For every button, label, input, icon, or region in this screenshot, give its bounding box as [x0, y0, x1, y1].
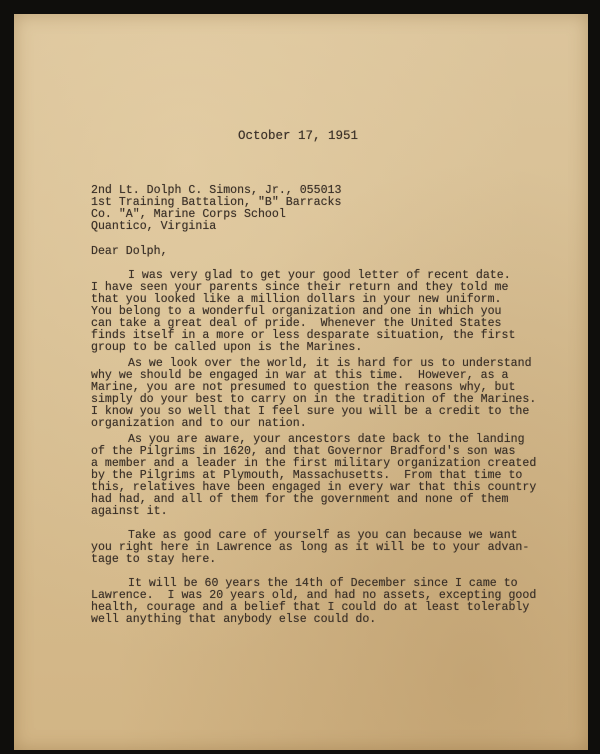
paragraph-line: Take as good care of yourself as you can because we want [128, 529, 518, 542]
paragraph-line: you right here in Lawrence as long as it will be to your advan- [91, 541, 530, 554]
paragraph-line: that you looked like a million dollars in your new uniform. [91, 293, 502, 306]
letter-page [14, 14, 588, 750]
paragraph-line: I have seen your parents since their return and they told me [91, 281, 509, 294]
paragraph-line: I was very glad to get your good letter of recent date. [128, 269, 511, 282]
paragraph-line: You belong to a wonderful organization and one in which you [91, 305, 502, 318]
paragraph-line: It will be 60 years the 14th of December since I came to [128, 577, 518, 590]
paragraph-line: by the Pilgrims at Plymouth, Massachusetts. From that time to [91, 469, 523, 482]
address-line: Quantico, Virginia [91, 220, 217, 233]
paragraph-line: As you are aware, your ancestors date back to the landing [128, 433, 525, 446]
paragraph-line: a member and a leader in the first military organization created [91, 457, 537, 470]
paragraph-line: group to be called upon is the Marines. [91, 341, 363, 354]
paragraph-line: well anything that anybody else could do. [91, 613, 377, 626]
address-line: 1st Training Battalion, "B" Barracks [91, 196, 342, 209]
letter-date: October 17, 1951 [238, 129, 359, 143]
paragraph-line: Marine, you are not presumed to question the reasons why, but [91, 381, 516, 394]
paragraph-line: this, relatives have been engaged in every war that this country [91, 481, 537, 494]
paragraph-line: organization and to our nation. [91, 417, 307, 430]
paragraph-line: As we look over the world, it is hard for us to understand [128, 357, 532, 370]
paragraph-line: Lawrence. I was 20 years old, and had no assets, excepting good [91, 589, 537, 602]
paragraph-line: health, courage and a belief that I could do at least tolerably [91, 601, 530, 614]
address-line: 2nd Lt. Dolph C. Simons, Jr., 055013 [91, 184, 342, 197]
paragraph-line: finds itself in a more or less desparate situation, the first [91, 329, 516, 342]
address-line: Co. "A", Marine Corps School [91, 208, 286, 221]
paragraph-line: had had, and all of them for the government and none of them [91, 493, 509, 506]
paragraph-line: of the Pilgrims in 1620, and that Governor Bradford's son was [91, 445, 516, 458]
paragraph-line: against it. [91, 505, 168, 518]
paragraph-line: I know you so well that I feel sure you will be a credit to the [91, 405, 530, 418]
salutation: Dear Dolph, [91, 245, 168, 258]
paragraph-line: simply do your best to carry on in the tradition of the Marines. [91, 393, 537, 406]
paragraph-line: can take a great deal of pride. Whenever the United States [91, 317, 502, 330]
paragraph-line: tage to stay here. [91, 553, 217, 566]
paragraph-line: why we should be engaged in war at this time. However, as a [91, 369, 509, 382]
